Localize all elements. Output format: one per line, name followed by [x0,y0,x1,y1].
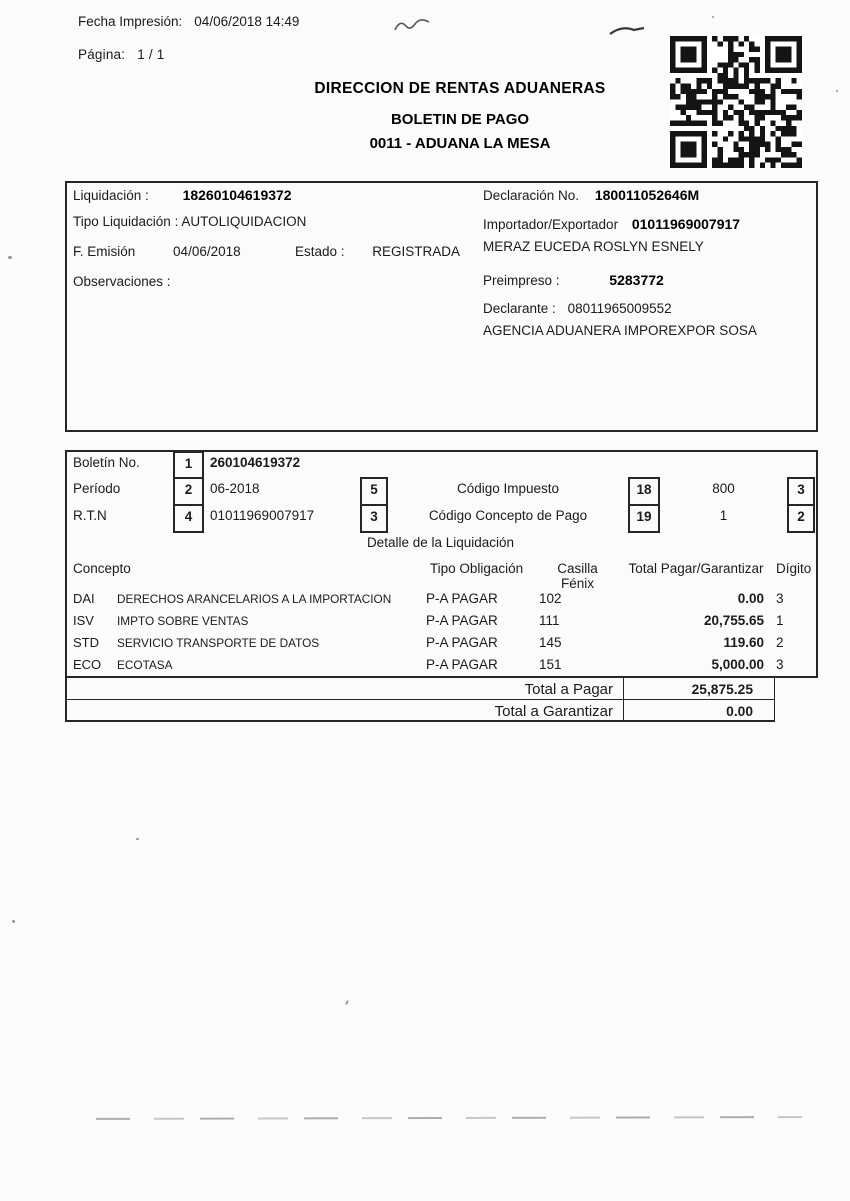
observaciones-label: Observaciones : [73,274,171,289]
codigo-impuesto-label: Código Impuesto [456,481,560,496]
scan-speck [836,90,838,92]
concepto-codigo: STD [73,635,99,650]
qr-code [670,36,802,168]
total-a-pagar-value: 25,875.25 [691,682,753,697]
rtn-value: 01011969007917 [210,508,315,523]
importador-cell [477,212,814,268]
detalle-row-concepto [67,588,420,610]
declarante-nombre: AGENCIA ADUANERA IMPOREXPOR SOSA [483,323,757,338]
scan-speck [8,256,12,259]
codigo-concepto-boxnum-left: 3 [360,504,388,533]
periodo-boxnum: 2 [173,477,204,506]
declarante-label: Declarante : [483,301,556,316]
preimpreso-value: 5283772 [609,272,664,288]
observaciones-cell [67,270,477,430]
detalle-row-concepto [67,654,420,676]
estado-value: REGISTRADA [372,244,461,259]
total-a-garantizar-value: 0.00 [726,704,753,719]
detalle-row-digito: 3 [776,657,784,672]
concepto-descripcion: DERECHOS ARANCELARIOS A LA IMPORTACION [117,592,392,606]
tipo-liquidacion-value: AUTOLIQUIDACION [181,214,307,229]
codigo-concepto-label: Código Concepto de Pago [428,508,588,523]
doc-title: DIRECCION DE RENTAS ADUANERAS [314,80,606,97]
boletin-no-label: Boletín No. [73,455,140,470]
scan-speck [345,1000,349,1005]
concepto-descripcion: IMPTO SOBRE VENTAS [117,614,249,628]
print-date-label: Fecha Impresión: [78,14,183,29]
importador-value: 01011969007917 [631,216,741,232]
detalle-row-total: 5,000.00 [711,657,764,672]
page-number-label: Página: [78,47,126,62]
periodo-label: Período [73,481,121,496]
pen-mark-top-right [608,22,648,38]
importador-label: Importador/Exportador [483,217,619,232]
liquidation-info-table [65,181,818,432]
pen-mark-after-time [393,16,435,36]
col-header-casilla-fenix: Casilla Fénix [557,561,598,588]
declarante-value: 08011965009552 [567,301,672,316]
col-header-tipo-obligacion: Tipo Obligación [429,561,524,576]
detalle-row-total: 0.00 [737,591,764,606]
concepto-codigo: ECO [73,657,102,672]
total-a-garantizar-row [67,700,774,722]
codigo-impuesto-digito: 3 [787,477,815,506]
detalle-row-casilla: 111 [539,613,560,628]
detalle-row-casilla: 151 [539,657,562,672]
codigo-concepto-digito: 2 [787,504,815,533]
preimpreso-cell [477,268,814,297]
total-a-garantizar-label: Total a Garantizar [67,700,624,722]
boletin-no-value: 260104619372 [210,455,301,470]
concepto-codigo: DAI [73,591,95,606]
codigo-impuesto-boxnum-left: 5 [360,477,388,506]
page-number-line [78,47,164,62]
detalle-row-concepto [67,632,420,654]
boletin-no-boxnum: 1 [173,451,204,479]
fecha-emision-value: 04/06/2018 [173,244,241,259]
detalle-row-tipo: P-A PAGAR [426,591,498,606]
liquidacion-cell [67,183,477,210]
tipo-liquidacion-cell [67,210,477,240]
detalle-row-digito: 2 [776,635,784,650]
estado-cell [289,240,477,270]
col-header-concepto: Concepto [73,561,131,576]
fecha-emision-label: F. Emisión [73,244,136,259]
total-a-pagar-label: Total a Pagar [67,678,624,699]
doc-subtitle: BOLETIN DE PAGO [390,111,530,128]
importador-nombre: MERAZ EUCEDA ROSLYN ESNELY [483,239,704,254]
detalle-row-total: 20,755.65 [703,613,764,628]
boletin-table [65,450,818,678]
liquidacion-value: 18260104619372 [182,187,292,203]
concepto-codigo: ISV [73,613,94,628]
declaracion-label: Declaración No. [483,188,580,203]
detalle-row-casilla: 145 [539,635,562,650]
rtn-label: R.T.N [73,508,107,523]
scan-speck [712,16,714,18]
col-header-total-pagar: Total Pagar/Garantizar [628,561,764,576]
codigo-concepto-value: 1 [719,508,728,523]
detalle-row-tipo: P-A PAGAR [426,635,498,650]
detalle-row-digito: 3 [776,591,784,606]
preimpreso-label: Preimpreso : [483,273,560,288]
estado-label: Estado : [295,244,345,259]
codigo-impuesto-value: 800 [712,481,735,496]
detalle-row-concepto [67,610,420,632]
customs-office-title: 0011 - ADUANA LA MESA [369,135,551,152]
totals-block [65,678,775,722]
periodo-value: 06-2018 [210,481,260,496]
detalle-row-digito: 1 [776,613,784,628]
col-header-digito: Dígito [776,561,812,576]
codigo-concepto-boxnum: 19 [628,504,660,533]
total-a-pagar-row [67,678,774,700]
concepto-descripcion: ECOTASA [117,658,173,672]
liquidacion-label: Liquidación : [73,188,149,203]
scan-fold-line [96,1116,802,1120]
scan-speck [12,920,15,923]
rtn-boxnum: 4 [173,504,204,533]
detalle-row-tipo: P-A PAGAR [426,613,498,628]
detalle-row-total: 119.60 [723,635,764,650]
detalle-section-title: Detalle de la Liquidación [366,535,515,550]
declarante-cell [477,297,814,430]
fecha-emision-cell [67,240,289,270]
tipo-liquidacion-label: Tipo Liquidación : [73,214,179,229]
scan-speck [136,838,139,840]
concepto-descripcion: SERVICIO TRANSPORTE DE DATOS [117,636,320,650]
declaracion-cell [477,183,814,212]
page-number-value: 1 / 1 [137,47,165,62]
detalle-row-casilla: 102 [539,591,562,606]
detalle-row-tipo: P-A PAGAR [426,657,498,672]
print-date-line [78,14,299,29]
print-date-value: 04/06/2018 14:49 [194,14,300,29]
codigo-impuesto-boxnum: 18 [628,477,660,506]
declaracion-value: 180011052646M [594,187,700,203]
